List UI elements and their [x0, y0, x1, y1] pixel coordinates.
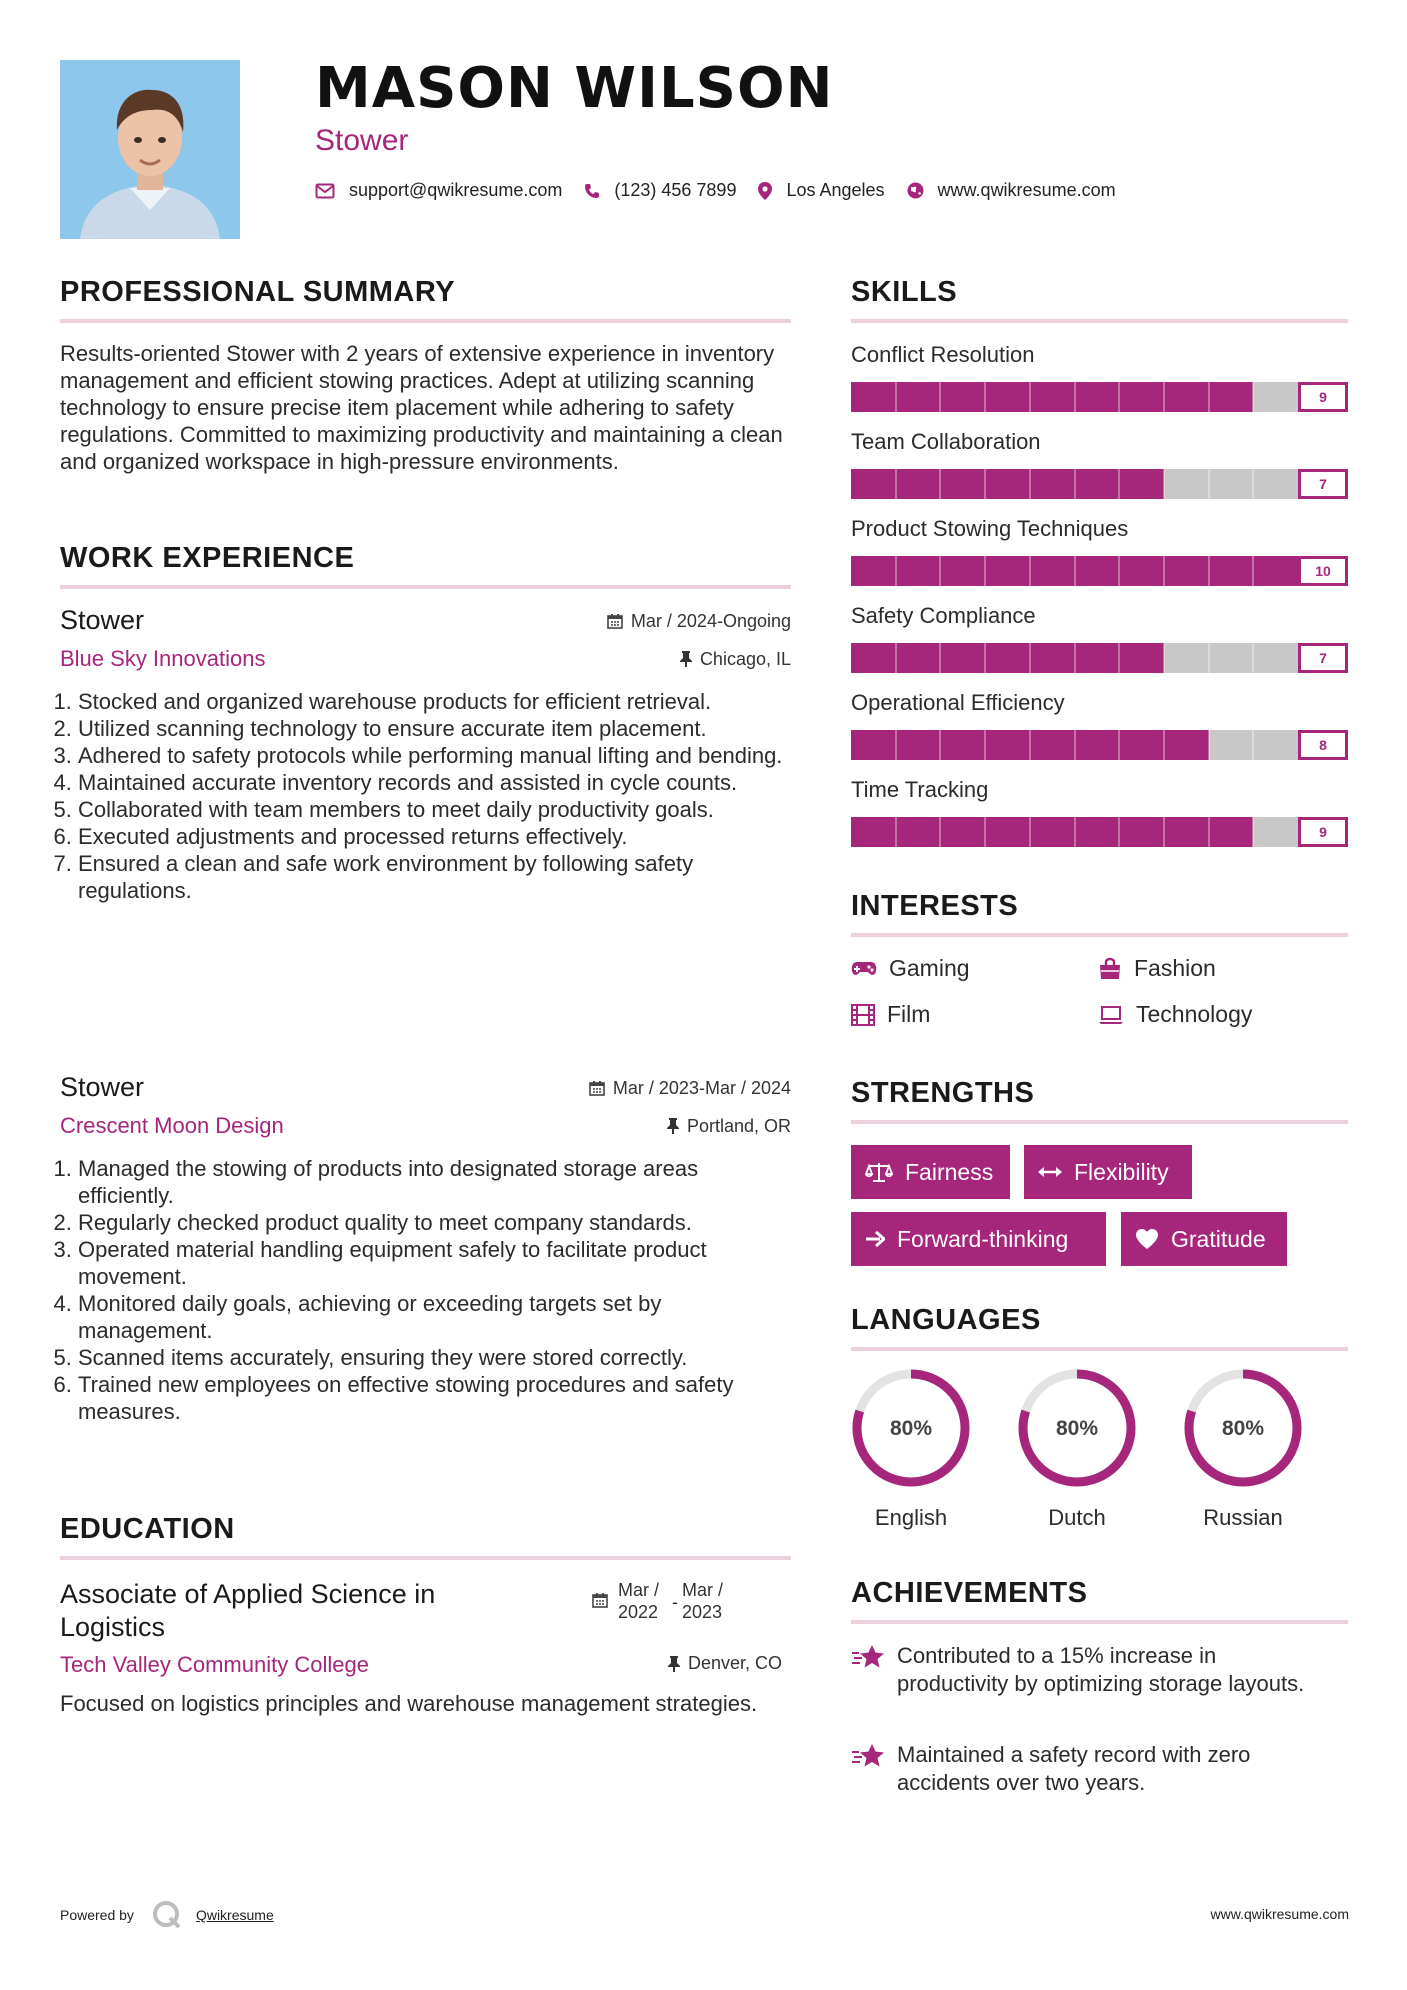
list-item: 5. Scanned items accurately, ensuring they were stored correctly.: [78, 1344, 791, 1371]
skill-segment-divider: [1029, 643, 1031, 673]
job-entry: [60, 1072, 791, 1425]
skill-segment-empty: [1164, 469, 1209, 499]
language-item: [849, 1366, 973, 1531]
calendar-icon: [607, 613, 623, 629]
map-pin-icon: [758, 182, 772, 200]
skill-name: Time Tracking: [851, 777, 989, 802]
candidate-name: MASON WILSON: [315, 56, 834, 121]
arrow-right-icon: [865, 1230, 885, 1248]
skill-segment-divider: [1029, 817, 1031, 847]
skill-segment-filled: [940, 469, 985, 499]
skill-segment-empty: [1253, 469, 1300, 499]
shooting-star-icon: [851, 1644, 885, 1670]
skill-segment-divider: [1163, 817, 1165, 847]
shooting-star-icon: [851, 1743, 885, 1769]
achievement-item: [851, 1642, 1331, 1698]
language-item: [1181, 1366, 1305, 1531]
interest-item: [851, 955, 970, 982]
skill-segment-filled: [940, 817, 985, 847]
skill-segment-filled: [1030, 730, 1075, 760]
skill-segment-divider: [939, 469, 941, 499]
skill-segment-divider: [984, 469, 986, 499]
language-ring: [849, 1366, 973, 1490]
skill-segment-filled: [1030, 643, 1075, 673]
skill-segment-divider: [939, 382, 941, 412]
skill-segment-filled: [851, 382, 896, 412]
end-year: 2023: [682, 1602, 723, 1622]
job-dates-text: Mar / 2024-Ongoing: [630, 610, 791, 631]
phone-icon: [584, 183, 600, 199]
skill-segment-divider: [1118, 556, 1120, 586]
skill-segment-empty: [1164, 643, 1209, 673]
skill-segment-divider: [1163, 469, 1165, 499]
achievement-text: Contributed to a 15% increase in productivity by optimizing storage layouts.: [897, 1643, 1305, 1696]
skill-segment-filled: [1075, 469, 1120, 499]
list-item: 2. Utilized scanning technology to ensure accurate item placement.: [78, 715, 791, 742]
skill-segment-divider: [1208, 643, 1210, 673]
interest-label: Technology: [1136, 1001, 1253, 1027]
contact-location: [758, 180, 884, 201]
balance-scale-icon: [865, 1161, 893, 1183]
skill-segment-filled: [1119, 817, 1164, 847]
list-item: 2. Regularly checked product quality to meet company standards.: [78, 1209, 791, 1236]
job-location: [667, 1116, 791, 1137]
skill-item: [851, 516, 1348, 586]
degree-title: [60, 1578, 580, 1644]
website-text: www.qwikresume.com: [937, 180, 1116, 200]
strength-badge: [851, 1145, 1010, 1199]
education-dates: [592, 1579, 723, 1623]
language-percent: 80%: [1055, 1417, 1099, 1440]
skill-item: [851, 342, 1348, 412]
calendar-icon: [592, 1592, 608, 1608]
job-entry: [60, 605, 791, 904]
skill-segment-filled: [896, 469, 941, 499]
interest-item: [851, 1001, 930, 1028]
language-ring: [1181, 1366, 1305, 1490]
skill-score: 7: [1298, 469, 1348, 499]
job-title: Stower: [60, 605, 145, 635]
skill-segment-divider: [1118, 730, 1120, 760]
skill-segment-divider: [895, 382, 897, 412]
skill-segment-divider: [984, 730, 986, 760]
summary-heading: PROFESSIONAL SUMMARY: [60, 276, 456, 308]
skill-segment-filled: [896, 643, 941, 673]
skill-segment-divider: [1029, 730, 1031, 760]
start-date: [618, 1579, 668, 1623]
contact-website[interactable]: [907, 180, 1116, 201]
skill-item: [851, 429, 1348, 499]
contact-email[interactable]: [315, 180, 562, 201]
powered-by-text: Powered by: [60, 1907, 134, 1923]
globe-icon: [907, 182, 924, 199]
experience-heading: WORK EXPERIENCE: [60, 542, 355, 574]
skill-segment-divider: [1074, 469, 1076, 499]
skill-segment-divider: [1252, 817, 1254, 847]
skill-segment-divider: [895, 469, 897, 499]
skill-segment-filled: [851, 469, 896, 499]
job-title: Stower: [60, 1072, 145, 1102]
skill-segment-divider: [895, 730, 897, 760]
heart-icon: [1135, 1228, 1159, 1250]
skill-segment-filled: [851, 643, 896, 673]
language-name: Dutch: [1048, 1505, 1106, 1530]
languages-heading: LANGUAGES: [851, 1304, 1041, 1336]
summary-rule: [60, 319, 791, 323]
interest-label: Fashion: [1134, 955, 1216, 981]
skill-segment-divider: [1208, 730, 1210, 760]
skill-segment-filled: [896, 730, 941, 760]
qwikresume-link[interactable]: Qwikresume: [195, 1907, 274, 1923]
skill-segment-filled: [1253, 556, 1300, 586]
achievement-item: [851, 1741, 1331, 1797]
skill-segment-divider: [939, 730, 941, 760]
skills-rule: [851, 319, 1348, 323]
job-company: Blue Sky Innovations: [60, 646, 266, 671]
skill-segment-divider: [1252, 643, 1254, 673]
job-location-text: Portland, OR: [686, 1115, 791, 1136]
summary-text: Results-oriented Stower with 2 years of extensive experience in inventory management and efficient stowing practices. Adept at utilizing scanning technology to ensure precise item placement while adhering to safety regulations. Committed to maximizing productivity and maintaining a clean and organized workspace in high-pressure environments.: [60, 341, 783, 474]
skill-segment-divider: [1029, 556, 1031, 586]
strength-label: Fairness: [905, 1158, 994, 1185]
skill-segment-filled: [985, 469, 1030, 499]
start-year: 2022: [618, 1602, 659, 1622]
skill-segment-divider: [939, 643, 941, 673]
skill-segment-filled: [1075, 643, 1120, 673]
skill-segment-divider: [1029, 469, 1031, 499]
skill-segment-divider: [1118, 643, 1120, 673]
skill-segment-filled: [1164, 556, 1209, 586]
skill-segment-filled: [1164, 382, 1209, 412]
skill-segment-divider: [1208, 382, 1210, 412]
pushpin-icon: [668, 1656, 680, 1672]
strength-label: Flexibility: [1074, 1158, 1169, 1185]
skill-score: 9: [1298, 817, 1348, 847]
list-item: 3. Operated material handling equipment safely to facilitate product movement.: [78, 1236, 791, 1290]
skill-item: [851, 690, 1348, 760]
skill-segment-divider: [1074, 643, 1076, 673]
education-rule: [60, 1556, 791, 1560]
skill-segment-divider: [939, 556, 941, 586]
skill-segment-divider: [984, 643, 986, 673]
footer-powered-by: [60, 1900, 274, 1930]
language-name: Russian: [1203, 1505, 1283, 1530]
shopping-bag-icon: [1098, 957, 1122, 981]
skill-segment-divider: [984, 817, 986, 847]
skill-segment-divider: [1208, 817, 1210, 847]
skill-segment-filled: [1119, 643, 1164, 673]
skill-segment-filled: [1075, 817, 1120, 847]
job-company: Crescent Moon Design: [60, 1113, 284, 1138]
skill-segment-filled: [1075, 556, 1120, 586]
skill-segment-filled: [851, 817, 896, 847]
list-item: 4. Maintained accurate inventory records and assisted in cycle counts.: [78, 769, 791, 796]
language-percent: 80%: [1221, 1417, 1265, 1440]
skill-segment-divider: [1074, 382, 1076, 412]
candidate-title: Stower: [315, 124, 409, 157]
skill-segment-divider: [1252, 469, 1254, 499]
skill-segment-empty: [1209, 469, 1254, 499]
skill-segment-filled: [896, 556, 941, 586]
qwikresume-logo-icon: [152, 1900, 182, 1930]
skill-bar: [851, 730, 1348, 760]
skill-segment-filled: [940, 556, 985, 586]
interest-item: [1098, 955, 1216, 982]
skill-segment-filled: [1209, 817, 1254, 847]
skill-segment-filled: [985, 643, 1030, 673]
list-item: 7. Ensured a clean and safe work environment by following safety regulations.: [78, 850, 791, 904]
skill-bar: [851, 382, 1348, 412]
language-name: English: [874, 1505, 948, 1530]
list-item: 3. Adhered to safety protocols while performing manual lifting and bending.: [78, 742, 791, 769]
list-item: 6. Executed adjustments and processed returns effectively.: [78, 823, 791, 850]
skill-segment-divider: [1118, 382, 1120, 412]
skill-segment-divider: [1208, 556, 1210, 586]
achievement-text: Maintained a safety record with zero accidents over two years.: [897, 1742, 1251, 1795]
contact-bar: [315, 180, 1138, 201]
skill-segment-filled: [851, 730, 896, 760]
skill-score: 8: [1298, 730, 1348, 760]
skill-item: [851, 603, 1348, 673]
language-item: [1015, 1366, 1139, 1531]
language-ring: [1015, 1366, 1139, 1490]
skill-segment-filled: [1030, 382, 1075, 412]
education-description: Focused on logistics principles and warehouse management strategies.: [60, 1691, 758, 1716]
job-dates-text: Mar / 2023-Mar / 2024: [612, 1077, 791, 1098]
skill-segment-divider: [895, 643, 897, 673]
school-name: Tech Valley Community College: [60, 1652, 369, 1677]
skill-name: Product Stowing Techniques: [851, 516, 1129, 541]
job-dates: [589, 1078, 791, 1099]
footer-website[interactable]: www.qwikresume.com: [1210, 1906, 1349, 1922]
list-item: 4. Monitored daily goals, achieving or exceeding targets set by management.: [78, 1290, 791, 1344]
job-dates: [607, 611, 791, 632]
skill-segment-divider: [1029, 382, 1031, 412]
skill-segment-filled: [1119, 382, 1164, 412]
end-date: [682, 1579, 723, 1623]
skill-segment-filled: [1030, 469, 1075, 499]
skill-segment-filled: [1209, 382, 1254, 412]
skill-bar: [851, 556, 1348, 586]
skill-segment-filled: [851, 556, 896, 586]
skill-segment-filled: [1030, 817, 1075, 847]
skill-segment-filled: [896, 817, 941, 847]
school-location: [668, 1653, 782, 1674]
skill-segment-divider: [1163, 556, 1165, 586]
degree-line: Associate of Applied Science in: [60, 1579, 436, 1609]
start-month: Mar /: [618, 1580, 660, 1600]
skill-segment-empty: [1253, 643, 1300, 673]
skill-score: 9: [1298, 382, 1348, 412]
phone-text: (123) 456 7899: [614, 180, 737, 200]
skill-segment-filled: [1119, 730, 1164, 760]
skills-heading: SKILLS: [851, 276, 958, 308]
job-location-text: Chicago, IL: [699, 648, 791, 669]
pushpin-icon: [680, 651, 692, 667]
skill-name: Conflict Resolution: [851, 342, 1035, 367]
job-duties: [60, 1155, 791, 1425]
skill-segment-filled: [1164, 730, 1209, 760]
interest-item: [1098, 1001, 1252, 1028]
skill-name: Safety Compliance: [851, 603, 1036, 628]
skill-segment-filled: [940, 382, 985, 412]
education-heading: EDUCATION: [60, 1513, 235, 1545]
skill-segment-divider: [1118, 817, 1120, 847]
skill-bar: [851, 643, 1348, 673]
skill-segment-divider: [939, 817, 941, 847]
pushpin-icon: [667, 1118, 679, 1134]
skill-segment-empty: [1253, 730, 1300, 760]
skill-segment-divider: [895, 556, 897, 586]
list-item: 5. Collaborated with team members to meet daily productivity goals.: [78, 796, 791, 823]
skill-item: [851, 777, 1348, 847]
interest-label: Film: [887, 1001, 931, 1027]
job-location: [680, 649, 791, 670]
skill-segment-empty: [1253, 382, 1300, 412]
end-month: Mar /: [682, 1580, 724, 1600]
strength-badge: [851, 1212, 1106, 1266]
strength-label: Forward-thinking: [897, 1225, 1069, 1252]
skill-bar: [851, 469, 1348, 499]
strength-badge: [1121, 1212, 1287, 1266]
calendar-icon: [589, 1080, 605, 1096]
skill-segment-divider: [1074, 817, 1076, 847]
skill-segment-divider: [895, 817, 897, 847]
skill-segment-divider: [1252, 730, 1254, 760]
contact-phone[interactable]: [584, 180, 736, 201]
skill-segment-filled: [896, 382, 941, 412]
skill-segment-filled: [940, 730, 985, 760]
envelope-icon: [315, 183, 335, 199]
skill-segment-filled: [985, 556, 1030, 586]
skill-segment-divider: [1208, 469, 1210, 499]
skill-segment-empty: [1253, 817, 1300, 847]
skill-segment-divider: [984, 556, 986, 586]
skill-segment-filled: [985, 817, 1030, 847]
arrows-horizontal-icon: [1038, 1165, 1062, 1179]
skill-segment-divider: [1074, 730, 1076, 760]
skill-segment-divider: [1252, 556, 1254, 586]
strengths-rule: [851, 1120, 1348, 1124]
skill-segment-divider: [1074, 556, 1076, 586]
skill-bar: [851, 817, 1348, 847]
skill-score: 10: [1298, 556, 1348, 586]
list-item: 1. Stocked and organized warehouse products for efficient retrieval.: [78, 688, 791, 715]
achievements-heading: ACHIEVEMENTS: [851, 1577, 1088, 1609]
language-percent: 80%: [889, 1417, 933, 1440]
languages-rule: [851, 1347, 1348, 1351]
skill-segment-filled: [1164, 817, 1209, 847]
skill-segment-filled: [1119, 556, 1164, 586]
strengths-heading: STRENGTHS: [851, 1077, 1035, 1109]
skill-segment-divider: [1163, 382, 1165, 412]
skill-name: Operational Efficiency: [851, 690, 1065, 715]
job-duties: [60, 688, 791, 904]
date-separator: -: [672, 1592, 678, 1612]
skill-segment-divider: [1163, 730, 1165, 760]
list-item: 6. Trained new employees on effective stowing procedures and safety measures.: [78, 1371, 791, 1425]
achievements-rule: [851, 1620, 1348, 1624]
interest-label: Gaming: [889, 955, 970, 981]
skill-score: 7: [1298, 643, 1348, 673]
skill-segment-divider: [984, 382, 986, 412]
film-icon: [851, 1004, 875, 1026]
skill-segment-empty: [1209, 643, 1254, 673]
skill-segment-empty: [1209, 730, 1254, 760]
skill-segment-filled: [1209, 556, 1254, 586]
location-text: Los Angeles: [786, 180, 885, 200]
interests-heading: INTERESTS: [851, 890, 1019, 922]
skill-segment-filled: [1119, 469, 1164, 499]
strength-label: Gratitude: [1171, 1225, 1266, 1252]
skill-segment-divider: [1118, 469, 1120, 499]
skill-segment-divider: [1163, 643, 1165, 673]
skill-segment-filled: [940, 643, 985, 673]
laptop-icon: [1098, 1005, 1124, 1025]
gamepad-icon: [851, 961, 877, 977]
skill-segment-filled: [1030, 556, 1075, 586]
interests-rule: [851, 933, 1348, 937]
profile-photo: [60, 60, 240, 239]
school-location-text: Denver, CO: [688, 1653, 783, 1673]
skill-segment-filled: [985, 730, 1030, 760]
skill-segment-filled: [1075, 730, 1120, 760]
experience-rule: [60, 585, 791, 589]
skill-name: Team Collaboration: [851, 429, 1041, 454]
strength-badge: [1024, 1145, 1192, 1199]
skill-segment-filled: [1075, 382, 1120, 412]
degree-line: Logistics: [60, 1612, 166, 1642]
skill-segment-divider: [1252, 382, 1254, 412]
email-text: support@qwikresume.com: [349, 180, 563, 200]
list-item: 1. Managed the stowing of products into designated storage areas efficiently.: [78, 1155, 791, 1209]
skill-segment-filled: [985, 382, 1030, 412]
